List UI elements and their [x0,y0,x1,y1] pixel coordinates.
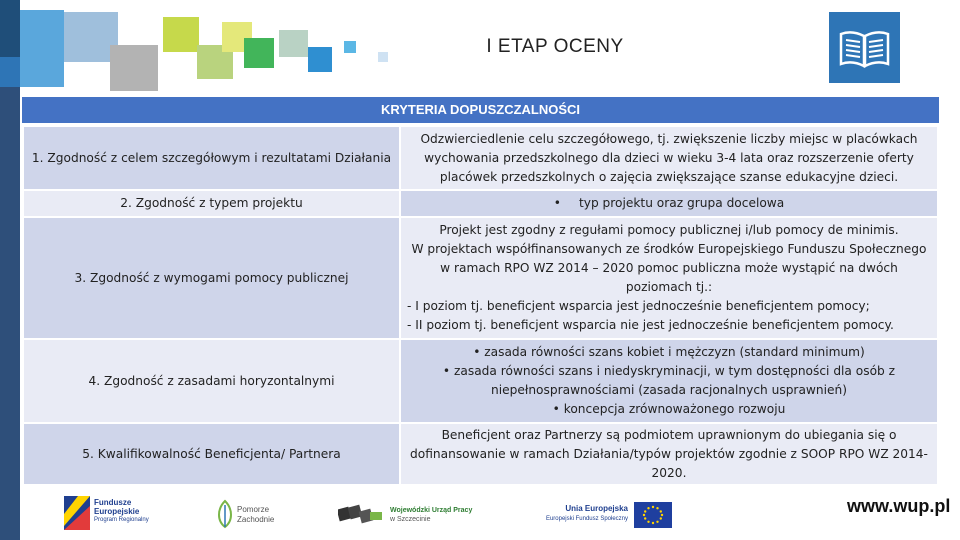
criterion-cell: 3. Zgodność z wymogami pomocy publicznej [23,217,400,339]
page-title: I ETAP OCENY [486,36,624,57]
table-row [23,339,938,423]
deco-square [0,87,20,540]
website-url[interactable] [847,495,960,528]
open-book-icon [829,12,900,83]
description-line: • zasada równości szans kobiet i mężczyzn (standard minimum) [473,345,865,359]
description-text: typ projektu oraz grupa docelowa [578,196,785,210]
logo-fundusze-europejskie [64,494,154,534]
description-line: - II poziom tj. beneficjent wsparcia nie jest jednocześnie beneficjentem pomocy. [407,318,894,332]
logo-text: w Szczecinie [390,516,431,523]
logo-text: Unia Europejska [565,504,628,513]
description-line: W projektach współfinansowanych ze środków Europejskiego Funduszu Społecznego w ramach RPO WZ 2014 – 2020 pomoc publiczna może wystąpić na dwóch poziomach tj.: [411,242,927,294]
description-cell: Beneficjent oraz Partnerzy są podmiotem uprawnionym do ubiegania się o dofinansowanie w ramach Działania/typów projektów zgodnie z SOOP RPO WZ 2014-2020. [400,423,938,485]
logo-text: Europejskie [94,507,140,516]
logo-text: Pomorze [237,505,270,514]
table-row [23,217,938,339]
table-row [23,423,938,485]
description-cell: Odzwierciedlenie celu szczegółowego, tj. zwiększenie liczby miejsc w placówkach wychowania przedszkolnego dla dzieci w wieku 3-4 lata oraz rozszerzenie oferty placówek przedszkolnych o zajęcia zwiększające szanse edukacyjne dzieci. [400,126,938,190]
logo-pomorze-zachodnie [215,497,285,531]
logo-wup [338,500,478,532]
description-cell [400,190,938,217]
leaf-icon [215,499,235,529]
logo-text: Fundusze [94,498,132,507]
description-line: - I poziom tj. beneficjent wsparcia jest jednocześnie beneficjentem pomocy; [407,299,870,313]
logo-text: Program Regionalny [94,517,149,523]
deco-square [0,57,20,87]
website-url-text: www.wup.pl [847,496,951,516]
description-line: Projekt jest zgodny z regułami pomocy publicznej i/lub pomocy de minimis. [439,223,899,237]
description-cell [400,339,938,423]
table-heading-band [22,97,939,123]
criterion-cell: 4. Zgodność z zasadami horyzontalnymi [23,339,400,423]
eu-flag-icon [634,502,672,528]
table-heading: KRYTERIA DOPUSZCZALNOŚCI [380,102,581,117]
criterion-cell: 5. Kwalifikowalność Beneficjenta/ Partnera [23,423,400,485]
description-cell [400,217,938,339]
fe-flag-icon [64,496,90,530]
logo-text: Europejski Fundusz Społeczny [545,516,628,522]
logo-text: Zachodnie [237,515,275,524]
description-line: • koncepcja zrównoważonego rozwoju [552,402,786,416]
logo-text: Wojewódzki Urząd Pracy [390,507,473,514]
logo-unia-europejska [540,500,675,532]
wup-icon [338,502,384,528]
criterion-cell: 1. Zgodność z celem szczegółowym i rezultatami Działania [23,126,400,190]
table-row [23,190,938,217]
bullet: • [553,196,561,210]
criteria-table [22,125,939,486]
table-row [23,126,938,190]
description-line: • zasada równości szans i niedyskryminacji, w tym dostępności dla osób z niepełnosprawnościami (zasada racjonalnych usprawnień) [442,364,896,397]
criterion-cell: 2. Zgodność z typem projektu [23,190,400,217]
